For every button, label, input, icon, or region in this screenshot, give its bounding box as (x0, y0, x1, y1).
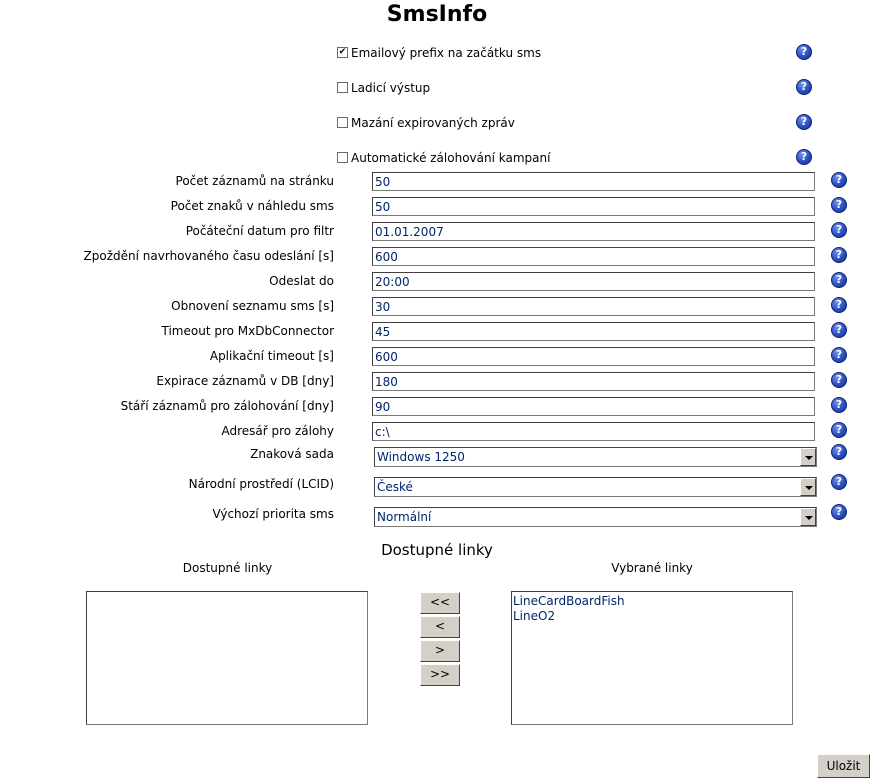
field-label: Aplikační timeout [s] (209, 349, 334, 363)
refresh-interval-input[interactable] (372, 297, 815, 316)
app-timeout-input[interactable] (372, 347, 815, 366)
selected-lines-caption: Vybrané linky (611, 561, 693, 575)
field-label: Národní prostředí (LCID) (188, 477, 334, 491)
selected-lines-listbox[interactable] (511, 591, 793, 725)
help-icon[interactable]: ? (831, 172, 847, 188)
field-label: Znaková sada (250, 447, 334, 461)
send-until-input[interactable] (372, 272, 815, 291)
lcid-select[interactable] (374, 477, 817, 497)
field-label: Počáteční datum pro filtr (185, 224, 334, 238)
move-right-button[interactable]: > (420, 640, 460, 662)
backup-age-input[interactable] (372, 397, 815, 416)
checkbox-label: Ladicí výstup (351, 81, 431, 95)
checkbox-debug-output[interactable] (337, 80, 430, 96)
backup-folder-input[interactable] (372, 422, 815, 441)
chevron-down-icon[interactable] (800, 448, 816, 466)
page-title: SmsInfo (386, 2, 488, 27)
checkbox-email-prefix[interactable] (337, 45, 541, 61)
help-icon[interactable]: ? (796, 44, 812, 60)
checkbox-delete-expired[interactable] (337, 115, 515, 131)
select-value: Normální (377, 510, 432, 524)
field-label: Adresář pro zálohy (221, 424, 334, 438)
help-icon[interactable]: ? (796, 79, 812, 95)
checkbox-label: Emailový prefix na začátku sms (351, 46, 542, 60)
help-icon[interactable]: ? (831, 272, 847, 288)
field-label: Obnovení seznamu sms [s] (171, 299, 334, 313)
help-icon[interactable]: ? (831, 504, 847, 520)
select-value: České (377, 480, 413, 494)
help-icon[interactable]: ? (831, 422, 847, 438)
list-item[interactable]: LineO2 (513, 609, 556, 623)
records-per-page-input[interactable] (372, 172, 815, 191)
field-label: Stáří záznamů pro zálohování [dny] (120, 399, 334, 413)
preview-chars-input[interactable] (372, 197, 815, 216)
priority-select[interactable] (374, 507, 817, 527)
help-icon[interactable]: ? (796, 149, 812, 165)
field-label: Expirace záznamů v DB [dny] (156, 374, 334, 388)
move-all-left-button[interactable]: << (420, 592, 460, 614)
field-label: Odeslat do (269, 274, 334, 288)
help-icon[interactable]: ? (796, 114, 812, 130)
field-label: Zpoždění navrhovaného času odeslání [s] (83, 249, 334, 263)
move-left-button[interactable]: < (420, 616, 460, 638)
checkbox-box[interactable] (337, 47, 348, 58)
help-icon[interactable]: ? (831, 247, 847, 263)
help-icon[interactable]: ? (831, 322, 847, 338)
field-label: Timeout pro MxDbConnector (161, 324, 334, 338)
filter-start-date-input[interactable] (372, 222, 815, 241)
section-title: Dostupné linky (381, 541, 493, 559)
charset-select[interactable] (374, 447, 817, 467)
save-button[interactable]: Uložit (817, 754, 870, 778)
move-all-right-button[interactable]: >> (420, 664, 460, 686)
checkbox-label: Automatické zálohování kampaní (351, 151, 551, 165)
field-label: Výchozí priorita sms (212, 507, 334, 521)
checkbox-box[interactable] (337, 82, 348, 93)
list-item[interactable]: LineCardBoardFish (513, 594, 625, 608)
db-connector-timeout-input[interactable] (372, 322, 815, 341)
help-icon[interactable]: ? (831, 347, 847, 363)
checkbox-box[interactable] (337, 117, 348, 128)
help-icon[interactable]: ? (831, 397, 847, 413)
send-delay-input[interactable] (372, 247, 815, 266)
available-lines-caption: Dostupné linky (182, 561, 273, 575)
checkbox-box[interactable] (337, 152, 348, 163)
help-icon[interactable]: ? (831, 197, 847, 213)
help-icon[interactable]: ? (831, 444, 847, 460)
chevron-down-icon[interactable] (800, 508, 816, 526)
checkbox-auto-backup[interactable] (337, 150, 550, 166)
help-icon[interactable]: ? (831, 372, 847, 388)
field-label: Počet znaků v náhledu sms (170, 199, 334, 213)
checkbox-label: Mazání expirovaných zpráv (351, 116, 515, 130)
help-icon[interactable]: ? (831, 474, 847, 490)
help-icon[interactable]: ? (831, 222, 847, 238)
select-value: Windows 1250 (377, 450, 465, 464)
chevron-down-icon[interactable] (800, 478, 816, 496)
db-expiration-input[interactable] (372, 372, 815, 391)
help-icon[interactable]: ? (831, 297, 847, 313)
field-label: Počet záznamů na stránku (175, 174, 334, 188)
available-lines-listbox[interactable] (86, 591, 368, 725)
